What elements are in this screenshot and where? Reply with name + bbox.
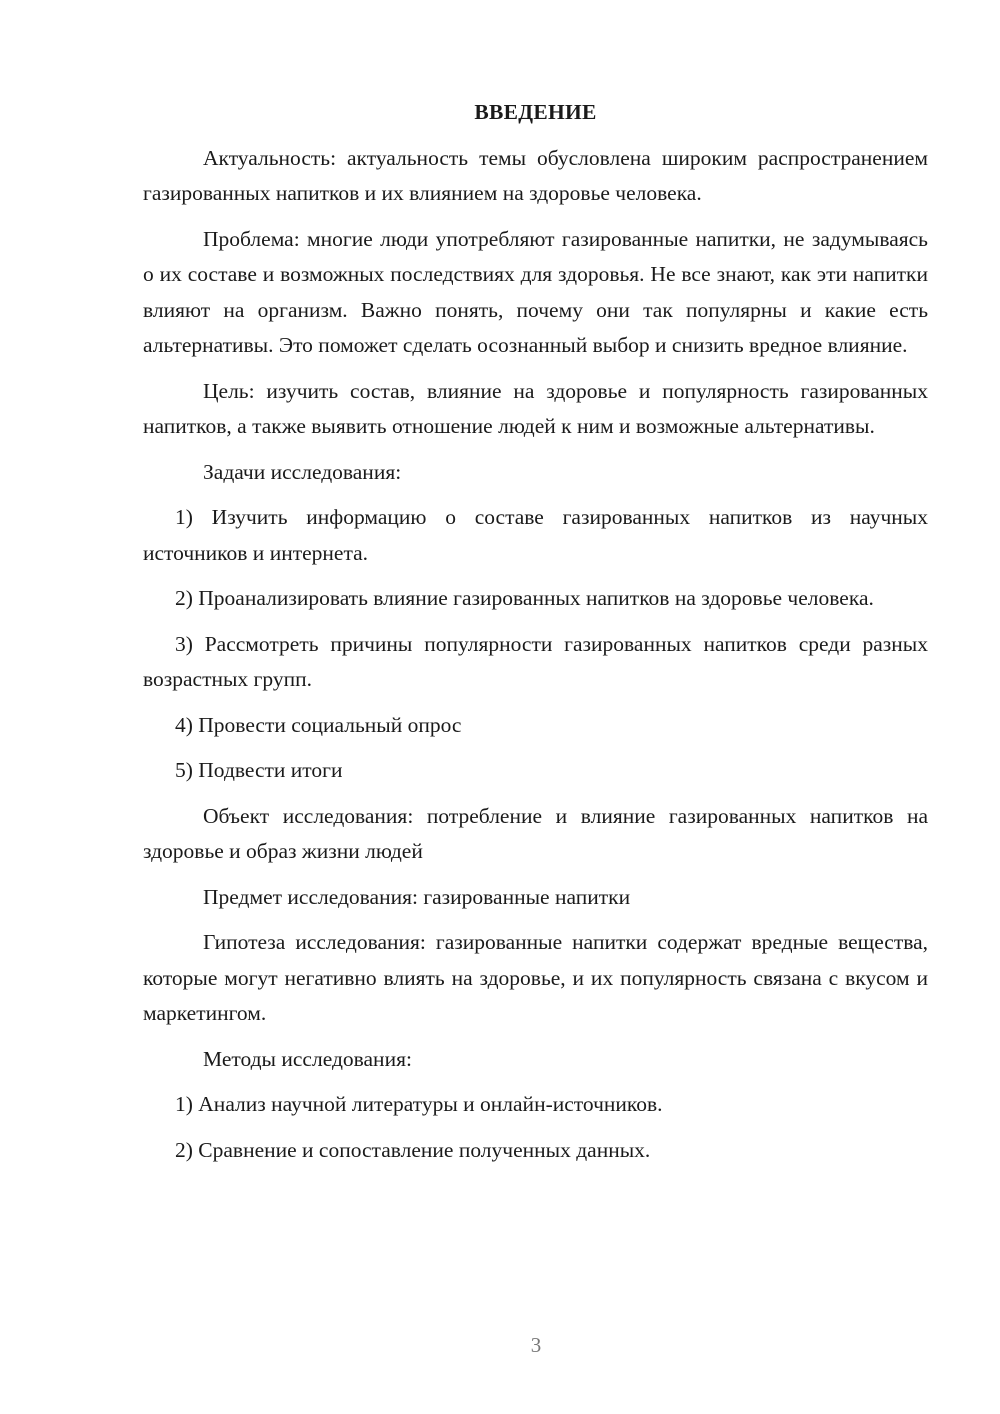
task-item-3: 3) Рассмотреть причины популярности газированных напитков среди разных возрастных групп. bbox=[143, 631, 928, 691]
method-item-2: 2) Сравнение и сопоставление полученных данных. bbox=[175, 1137, 651, 1162]
hypothesis-paragraph: Гипотеза исследования: газированные напитки содержат вредные вещества, которые могут негативно влиять на здоровье, и их популярность связана с вкусом и маркетингом. bbox=[143, 930, 928, 1025]
methods-heading: Методы исследования: bbox=[203, 1046, 412, 1071]
method-item-1: 1) Анализ научной литературы и онлайн-источников. bbox=[175, 1092, 663, 1116]
task-item-5: 5) Подвести итоги bbox=[175, 758, 343, 782]
task-item-1: 1) Изучить информацию о составе газированных напитков из научных источников и интернета. bbox=[143, 505, 928, 565]
task-item-4: 4) Провести социальный опрос bbox=[175, 712, 462, 737]
section-title: ВВЕДЕНИЕ bbox=[474, 100, 597, 124]
problem-paragraph: Проблема: многие люди употребляют газированные напитки, не задумываясь о их составе и возможных последствиях для здоровья. Не все знают, как эти напитки влияют на организм. Важно понять, почему они так популярны и какие есть альтернативы. Это поможет сделать осознанный выбор и снизить вредное влияние. bbox=[143, 226, 928, 357]
object-paragraph: Объект исследования: потребление и влияние газированных напитков на здоровье и образ жизни людей bbox=[143, 803, 928, 863]
page-number: 3 bbox=[530, 1333, 542, 1357]
tasks-heading: Задачи исследования: bbox=[203, 459, 402, 484]
subject-paragraph: Предмет исследования: газированные напитки bbox=[203, 884, 631, 909]
goal-paragraph: Цель: изучить состав, влияние на здоровье и популярность газированных напитков, а также выявить отношение людей к ним и возможные альтернативы. bbox=[143, 378, 928, 438]
relevance-paragraph: Актуальность: актуальность темы обусловлена широким распространением газированных напитков и их влиянием на здоровье человека. bbox=[143, 145, 928, 205]
document-page bbox=[143, 95, 928, 1178]
task-item-2: 2) Проанализировать влияние газированных напитков на здоровье человека. bbox=[175, 586, 874, 610]
